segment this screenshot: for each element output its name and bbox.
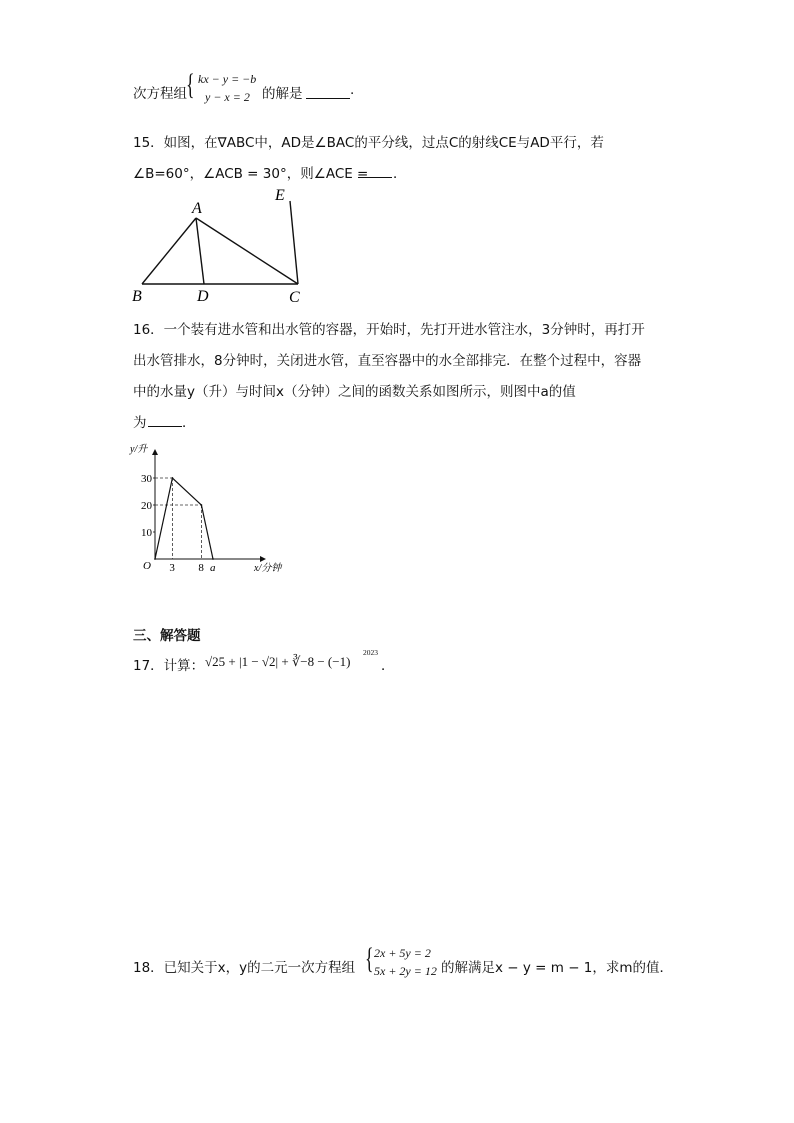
segment-ad bbox=[196, 218, 204, 284]
q16-line3: 中的水量y（升）与时间x（分钟）之间的函数关系如图所示，则图中a的值 bbox=[133, 384, 576, 400]
q14-eq1: kx − y = −b bbox=[198, 72, 257, 86]
label-a: A bbox=[192, 200, 202, 217]
q18-eq2: 5x + 2y = 12 bbox=[374, 964, 437, 978]
q14-end: . bbox=[350, 82, 355, 98]
q18-prefix: 18．已知关于x，y的二元一次方程组 bbox=[133, 960, 356, 976]
label-d: D bbox=[197, 288, 209, 305]
q16-line1: 16．一个装有进水管和出水管的容器，开始时，先打开进水管注水，3分钟时，再打开 bbox=[133, 322, 645, 338]
label-c: C bbox=[289, 289, 300, 306]
data-point bbox=[154, 558, 156, 560]
ray-ce bbox=[290, 201, 298, 284]
x-tick-label: 8 bbox=[198, 562, 204, 574]
q17-exponent: 2023 bbox=[363, 648, 378, 657]
y-tick-label: 10 bbox=[141, 527, 152, 539]
q17-expression: √25 + |1 − √2| + ∛−8 − (−1) bbox=[205, 654, 351, 669]
q18-suffix: 的解满足x − y = m − 1，求m的值． bbox=[441, 960, 674, 976]
section-title: 三、解答题 bbox=[133, 628, 201, 644]
segment-ac bbox=[196, 218, 298, 284]
system-brace-icon: { bbox=[186, 68, 195, 101]
q17-end: ． bbox=[381, 658, 395, 674]
q14-answer-blank bbox=[306, 97, 350, 99]
segment-ab bbox=[142, 218, 196, 284]
label-b: B bbox=[132, 288, 142, 305]
q16-line4b: ． bbox=[182, 415, 196, 431]
x-tick-label: 3 bbox=[169, 562, 175, 574]
q15-answer-blank bbox=[358, 176, 392, 178]
q15-line2a: ∠B=60°，∠ACB = 30°，则∠ACE = bbox=[133, 166, 369, 182]
y-tick-label: 30 bbox=[141, 473, 152, 485]
q17-prefix: 17．计算： bbox=[133, 658, 205, 674]
q16-line4a: 为 bbox=[133, 415, 147, 431]
data-point bbox=[212, 558, 214, 560]
origin-label: O bbox=[143, 560, 151, 572]
q18-eq1: 2x + 5y = 2 bbox=[374, 946, 431, 960]
x-tick-label: a bbox=[210, 562, 216, 574]
q14-prefix: 次方程组 bbox=[133, 86, 187, 102]
series-line bbox=[155, 478, 213, 559]
data-point bbox=[201, 504, 203, 506]
system-brace-icon: { bbox=[365, 942, 374, 975]
q15-line2b: ． bbox=[393, 166, 407, 182]
q14-eq2: y − x = 2 bbox=[205, 90, 250, 104]
x-axis-label: x/分钟 bbox=[254, 563, 282, 574]
label-e: E bbox=[275, 187, 285, 204]
q16-line2: 出水管排水，8分钟时，关闭进水管，直至容器中的水全部排完．在整个过程中，容器 bbox=[133, 353, 642, 369]
water-volume-graph bbox=[128, 438, 288, 578]
data-point bbox=[172, 477, 174, 479]
q15-line1: 15．如图，在∇ABC中，AD是∠BAC的平分线，过点C的射线CE与AD平行，若 bbox=[133, 135, 604, 151]
y-tick-label: 20 bbox=[141, 500, 152, 512]
y-axis-label: y/升 bbox=[130, 444, 148, 455]
triangle-figure bbox=[128, 184, 328, 306]
q14-suffix: 的解是 bbox=[262, 86, 303, 102]
q16-answer-blank bbox=[148, 425, 182, 427]
